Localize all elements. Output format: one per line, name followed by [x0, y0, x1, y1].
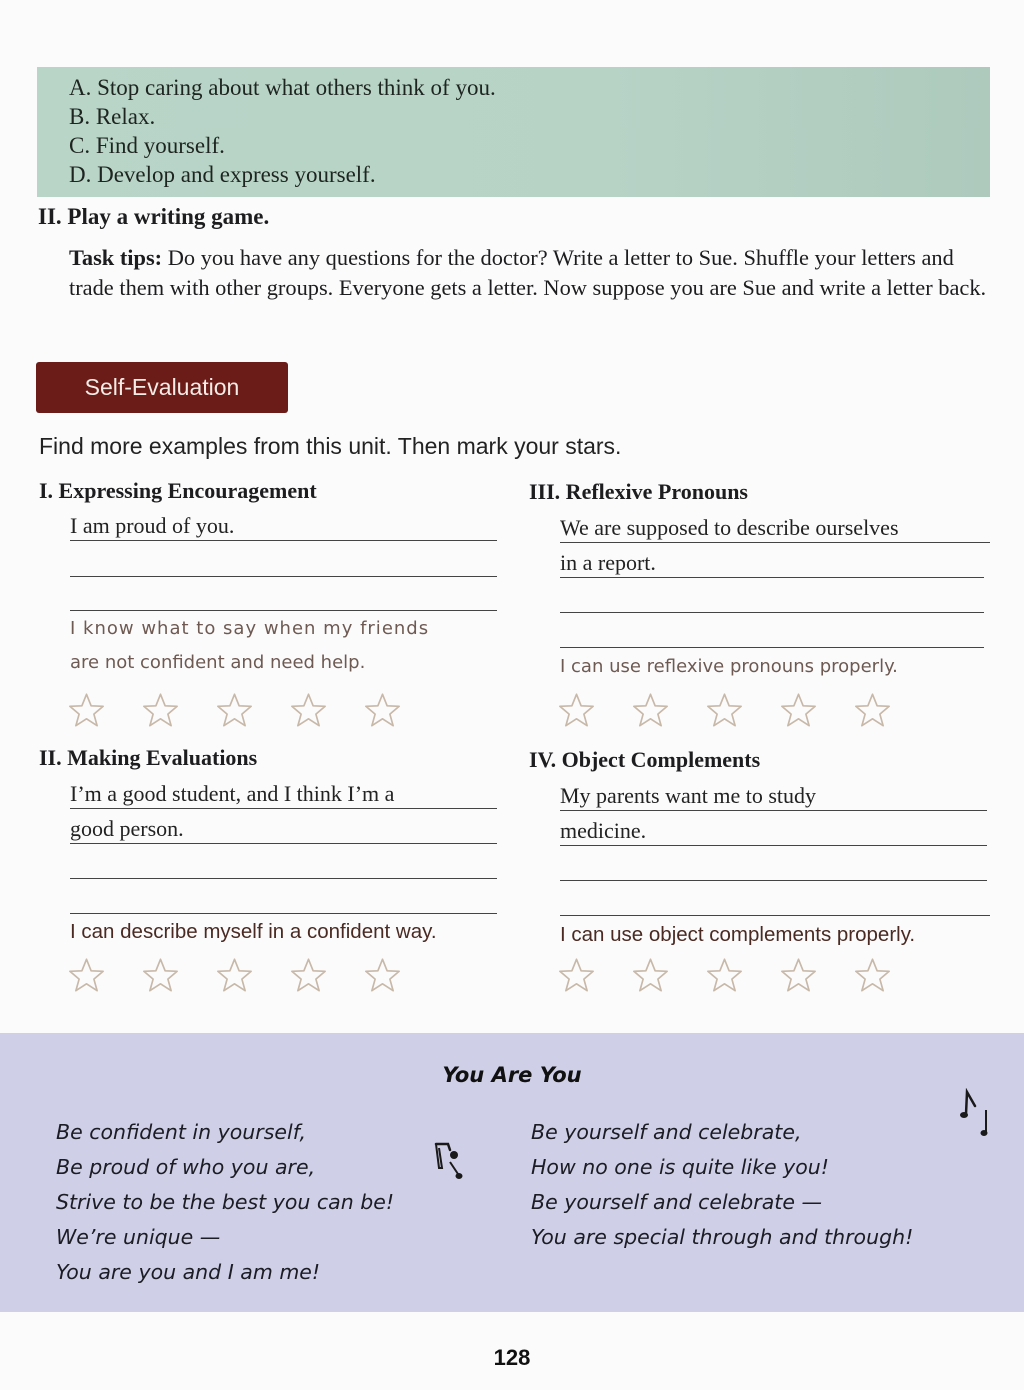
- star-icon[interactable]: [142, 692, 179, 728]
- answer-line[interactable]: [70, 548, 497, 577]
- answer-line[interactable]: [560, 584, 984, 613]
- star-rating: [558, 692, 891, 728]
- song-verse-left: [56, 1115, 394, 1290]
- star-icon[interactable]: [632, 692, 669, 728]
- star-icon[interactable]: [68, 692, 105, 728]
- page-number: 128: [493, 1345, 531, 1370]
- eval-block-reflexive-pronouns: [529, 479, 999, 677]
- star-icon[interactable]: [706, 957, 743, 993]
- star-icon[interactable]: [142, 957, 179, 993]
- star-icon[interactable]: [780, 957, 817, 993]
- option-d: D. Develop and express yourself.: [69, 162, 376, 187]
- option-c: C. Find yourself.: [69, 133, 225, 158]
- star-icon[interactable]: [558, 957, 595, 993]
- can-do-statement: I can use reflexive pronouns properly.: [560, 656, 898, 677]
- star-icon[interactable]: [854, 957, 891, 993]
- star-icon[interactable]: [706, 692, 743, 728]
- answer-line[interactable]: [560, 887, 990, 916]
- can-do-statement: I can describe myself in a confident way.: [70, 920, 437, 943]
- song-verse-right: [531, 1115, 913, 1255]
- star-icon[interactable]: [364, 692, 401, 728]
- star-rating: [68, 957, 401, 993]
- block-title: III. Reflexive Pronouns: [529, 479, 748, 504]
- block-title: I. Expressing Encouragement: [39, 478, 317, 503]
- answer-line[interactable]: [560, 619, 984, 648]
- option-b: B. Relax.: [69, 104, 156, 129]
- star-rating: [558, 957, 891, 993]
- star-rating: [68, 692, 401, 728]
- answer-options-box: [37, 67, 990, 197]
- can-do-statement: I know what to say when my friends: [70, 618, 430, 639]
- star-icon[interactable]: [780, 692, 817, 728]
- answer-line[interactable]: [70, 885, 497, 914]
- music-note-icon: [432, 1140, 466, 1182]
- star-icon[interactable]: [364, 957, 401, 993]
- song-line: Be yourself and celebrate —: [531, 1190, 822, 1214]
- star-icon[interactable]: [68, 957, 105, 993]
- star-icon[interactable]: [290, 957, 327, 993]
- eval-block-expressing-encouragement: [39, 478, 509, 673]
- answer-line[interactable]: [70, 850, 497, 879]
- task-tips-text: Do you have any questions for the doctor? Write a letter to Sue. Shuffle your letters and trade them with other groups. Everyone gets a letter. Now suppose you are Sue and write a letter back.: [69, 245, 987, 300]
- can-do-statement: I can use object complements properly.: [560, 923, 916, 946]
- eighth-notes-icon: [958, 1088, 994, 1138]
- block-title: IV. Object Complements: [529, 747, 761, 772]
- answer-line[interactable]: medicine.: [560, 817, 987, 846]
- song-line: You are you and I am me!: [56, 1260, 321, 1284]
- song-line: We’re unique —: [56, 1225, 221, 1249]
- song-line: Be proud of who you are,: [56, 1155, 316, 1179]
- star-icon[interactable]: [854, 692, 891, 728]
- eval-block-object-complements: [529, 747, 999, 946]
- block-title: II. Making Evaluations: [39, 745, 258, 770]
- song-line: Be confident in yourself,: [56, 1120, 307, 1144]
- star-icon[interactable]: [290, 692, 327, 728]
- answer-line[interactable]: in a report.: [560, 549, 984, 578]
- star-icon[interactable]: [632, 957, 669, 993]
- eval-block-making-evaluations: [39, 745, 509, 943]
- option-a: A. Stop caring about what others think of you.: [69, 75, 496, 100]
- star-icon[interactable]: [216, 692, 253, 728]
- answer-line[interactable]: We are supposed to describe ourselves: [560, 514, 990, 543]
- song-line: How no one is quite like you!: [531, 1155, 829, 1179]
- song-line: Strive to be the best you can be!: [56, 1190, 395, 1214]
- self-evaluation-banner: Self-Evaluation: [36, 362, 288, 413]
- song-line: You are special through and through!: [531, 1225, 914, 1249]
- self-evaluation-instruction: Find more examples from this unit. Then mark your stars.: [39, 433, 622, 459]
- song-title: You Are You: [442, 1063, 582, 1087]
- writing-game-heading: II. Play a writing game.: [38, 204, 270, 229]
- answer-line[interactable]: My parents want me to study: [560, 782, 987, 811]
- can-do-statement-cont: are not confident and need help.: [70, 652, 366, 673]
- answer-line[interactable]: [560, 852, 987, 881]
- song-line: Be yourself and celebrate,: [531, 1120, 802, 1144]
- answer-line[interactable]: I am proud of you.: [70, 512, 497, 541]
- answer-line[interactable]: [70, 582, 497, 611]
- task-tips-label: Task tips:: [69, 245, 163, 270]
- task-tips: [69, 243, 1004, 302]
- answer-line[interactable]: I’m a good student, and I think I’m a: [70, 780, 497, 809]
- star-icon[interactable]: [558, 692, 595, 728]
- answer-line[interactable]: good person.: [70, 815, 497, 844]
- star-icon[interactable]: [216, 957, 253, 993]
